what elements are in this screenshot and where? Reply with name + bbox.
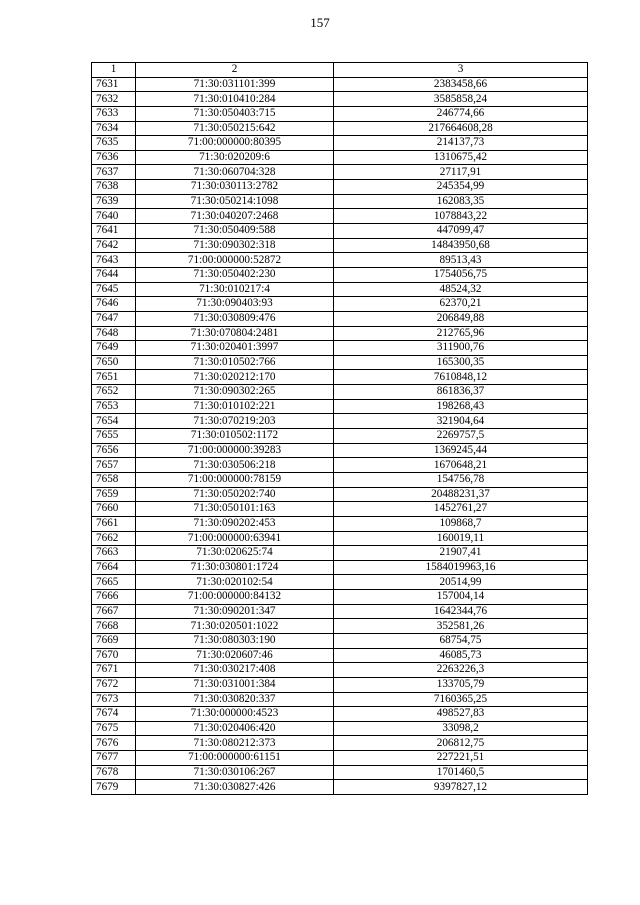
- column-header-3: 3: [334, 63, 588, 78]
- value-cell: 1670648,21: [334, 458, 588, 473]
- cadastral-number-cell: 71:30:090201:347: [136, 604, 334, 619]
- row-number-cell: 7658: [92, 472, 136, 487]
- cadastral-number-cell: 71:30:090302:265: [136, 385, 334, 400]
- cadastral-number-cell: 71:30:050402:230: [136, 267, 334, 282]
- value-cell: 1754056,75: [334, 267, 588, 282]
- table-row: [92, 633, 588, 648]
- value-cell: 7160365,25: [334, 692, 588, 707]
- row-number-cell: 7638: [92, 180, 136, 195]
- row-number-cell: 7659: [92, 487, 136, 502]
- cadastral-number-cell: 71:30:090403:93: [136, 297, 334, 312]
- table-row: [92, 707, 588, 722]
- table-row: [92, 531, 588, 546]
- table-row: [92, 429, 588, 444]
- row-number-cell: 7640: [92, 209, 136, 224]
- table-row: [92, 311, 588, 326]
- cadastral-number-cell: 71:00:000000:80395: [136, 136, 334, 151]
- row-number-cell: 7632: [92, 92, 136, 107]
- value-cell: 217664608,28: [334, 121, 588, 136]
- cadastral-number-cell: 71:30:030506:218: [136, 458, 334, 473]
- table-row: [92, 560, 588, 575]
- cadastral-number-cell: 71:00:000000:84132: [136, 590, 334, 605]
- row-number-cell: 7642: [92, 238, 136, 253]
- value-cell: 20514,99: [334, 575, 588, 590]
- cadastral-number-cell: 71:30:020406:420: [136, 721, 334, 736]
- value-cell: 1642344,76: [334, 604, 588, 619]
- row-number-cell: 7635: [92, 136, 136, 151]
- table-row: [92, 487, 588, 502]
- value-cell: 447099,47: [334, 224, 588, 239]
- column-header-2: 2: [136, 63, 334, 78]
- row-number-cell: 7664: [92, 560, 136, 575]
- cadastral-number-cell: 71:30:030820:337: [136, 692, 334, 707]
- table-row: [92, 575, 588, 590]
- value-cell: 154756,78: [334, 472, 588, 487]
- cadastral-number-cell: 71:00:000000:52872: [136, 253, 334, 268]
- cadastral-number-cell: 71:30:000000:4523: [136, 707, 334, 722]
- row-number-cell: 7654: [92, 414, 136, 429]
- value-cell: 1310675,42: [334, 150, 588, 165]
- value-cell: 157004,14: [334, 590, 588, 605]
- value-cell: 212765,96: [334, 326, 588, 341]
- table-row: [92, 458, 588, 473]
- row-number-cell: 7677: [92, 751, 136, 766]
- cadastral-number-cell: 71:30:070219:203: [136, 414, 334, 429]
- row-number-cell: 7649: [92, 341, 136, 356]
- table-row: [92, 751, 588, 766]
- value-cell: 246774,66: [334, 106, 588, 121]
- table-row: [92, 619, 588, 634]
- table-row: [92, 546, 588, 561]
- table-row: [92, 370, 588, 385]
- table-row: [92, 297, 588, 312]
- cadastral-number-cell: 71:30:050101:163: [136, 502, 334, 517]
- cadastral-number-cell: 71:30:031101:399: [136, 77, 334, 92]
- table-row: [92, 267, 588, 282]
- cadastral-number-cell: 71:30:080212:373: [136, 736, 334, 751]
- cadastral-number-cell: 71:30:080303:190: [136, 633, 334, 648]
- row-number-cell: 7644: [92, 267, 136, 282]
- table-row: [92, 77, 588, 92]
- value-cell: 62370,21: [334, 297, 588, 312]
- row-number-cell: 7652: [92, 385, 136, 400]
- table-row: [92, 736, 588, 751]
- value-cell: 46085,73: [334, 648, 588, 663]
- cadastral-number-cell: 71:30:050214:1098: [136, 194, 334, 209]
- row-number-cell: 7651: [92, 370, 136, 385]
- cadastral-number-cell: 71:30:020212:170: [136, 370, 334, 385]
- value-cell: 245354,99: [334, 180, 588, 195]
- row-number-cell: 7678: [92, 765, 136, 780]
- row-number-cell: 7634: [92, 121, 136, 136]
- value-cell: 321904,64: [334, 414, 588, 429]
- value-cell: 21907,41: [334, 546, 588, 561]
- table-row: [92, 385, 588, 400]
- row-number-cell: 7674: [92, 707, 136, 722]
- table-row: [92, 780, 588, 795]
- cadastral-number-cell: 71:30:030809:476: [136, 311, 334, 326]
- cadastral-number-cell: 71:30:040207:2468: [136, 209, 334, 224]
- cadastral-number-cell: 71:30:030801:1724: [136, 560, 334, 575]
- table-row: [92, 663, 588, 678]
- row-number-cell: 7645: [92, 282, 136, 297]
- row-number-cell: 7643: [92, 253, 136, 268]
- row-number-cell: 7676: [92, 736, 136, 751]
- value-cell: 14843950,68: [334, 238, 588, 253]
- table-row: [92, 326, 588, 341]
- table-row: [92, 721, 588, 736]
- table-row: [92, 194, 588, 209]
- cadastral-number-cell: 71:30:050403:715: [136, 106, 334, 121]
- table-row: [92, 341, 588, 356]
- value-cell: 1452761,27: [334, 502, 588, 517]
- row-number-cell: 7662: [92, 531, 136, 546]
- table-row: [92, 516, 588, 531]
- value-cell: 160019,11: [334, 531, 588, 546]
- table-row: [92, 765, 588, 780]
- value-cell: 48524,32: [334, 282, 588, 297]
- cadastral-number-cell: 71:30:030113:2782: [136, 180, 334, 195]
- row-number-cell: 7672: [92, 677, 136, 692]
- row-number-cell: 7646: [92, 297, 136, 312]
- cadastral-number-cell: 71:00:000000:63941: [136, 531, 334, 546]
- row-number-cell: 7675: [92, 721, 136, 736]
- cadastral-number-cell: 71:30:060704:328: [136, 165, 334, 180]
- table-row: [92, 253, 588, 268]
- cadastral-number-cell: 71:30:020501:1022: [136, 619, 334, 634]
- value-cell: 89513,43: [334, 253, 588, 268]
- cadastral-number-cell: 71:30:090302:318: [136, 238, 334, 253]
- value-cell: 311900,76: [334, 341, 588, 356]
- row-number-cell: 7650: [92, 355, 136, 370]
- cadastral-number-cell: 71:30:010410:284: [136, 92, 334, 107]
- cadastral-number-cell: 71:30:020401:3997: [136, 341, 334, 356]
- table-row: [92, 443, 588, 458]
- table-row: [92, 224, 588, 239]
- row-number-cell: 7679: [92, 780, 136, 795]
- row-number-cell: 7656: [92, 443, 136, 458]
- value-cell: 1701460,5: [334, 765, 588, 780]
- value-cell: 1078843,22: [334, 209, 588, 224]
- value-cell: 214137,73: [334, 136, 588, 151]
- table-row: [92, 150, 588, 165]
- table-row: [92, 414, 588, 429]
- value-cell: 352581,26: [334, 619, 588, 634]
- row-number-cell: 7657: [92, 458, 136, 473]
- row-number-cell: 7669: [92, 633, 136, 648]
- value-cell: 165300,35: [334, 355, 588, 370]
- cadastral-number-cell: 71:30:050202:740: [136, 487, 334, 502]
- table-row: [92, 282, 588, 297]
- cadastral-number-cell: 71:30:010217:4: [136, 282, 334, 297]
- row-number-cell: 7666: [92, 590, 136, 605]
- value-cell: 198268,43: [334, 399, 588, 414]
- value-cell: 9397827,12: [334, 780, 588, 795]
- value-cell: 162083,35: [334, 194, 588, 209]
- cadastral-number-cell: 71:30:020209:6: [136, 150, 334, 165]
- value-cell: 33098,2: [334, 721, 588, 736]
- table-row: [92, 502, 588, 517]
- table-row: [92, 165, 588, 180]
- cadastral-number-cell: 71:30:030827:426: [136, 780, 334, 795]
- value-cell: 1369245,44: [334, 443, 588, 458]
- cadastral-number-cell: 71:30:030217:408: [136, 663, 334, 678]
- value-cell: 2269757,5: [334, 429, 588, 444]
- row-number-cell: 7660: [92, 502, 136, 517]
- value-cell: 861836,37: [334, 385, 588, 400]
- row-number-cell: 7639: [92, 194, 136, 209]
- table-body: [92, 77, 588, 794]
- table-row: [92, 92, 588, 107]
- cadastral-number-cell: 71:30:050215:642: [136, 121, 334, 136]
- table-row: [92, 121, 588, 136]
- cadastral-number-cell: 71:30:020607:46: [136, 648, 334, 663]
- row-number-cell: 7631: [92, 77, 136, 92]
- cadastral-number-cell: 71:00:000000:78159: [136, 472, 334, 487]
- cadastral-number-cell: 71:30:031001:384: [136, 677, 334, 692]
- value-cell: 7610848,12: [334, 370, 588, 385]
- cadastral-number-cell: 71:30:030106:267: [136, 765, 334, 780]
- column-header-1: 1: [92, 63, 136, 78]
- page-number: 157: [310, 15, 330, 30]
- table-row: [92, 355, 588, 370]
- row-number-cell: 7648: [92, 326, 136, 341]
- value-cell: 27117,91: [334, 165, 588, 180]
- row-number-cell: 7647: [92, 311, 136, 326]
- table-row: [92, 604, 588, 619]
- data-table: [91, 62, 588, 795]
- cadastral-number-cell: 71:30:090202:453: [136, 516, 334, 531]
- value-cell: 3585858,24: [334, 92, 588, 107]
- cadastral-number-cell: 71:00:000000:39283: [136, 443, 334, 458]
- table-row: [92, 180, 588, 195]
- row-number-cell: 7641: [92, 224, 136, 239]
- row-number-cell: 7667: [92, 604, 136, 619]
- table-row: [92, 692, 588, 707]
- cadastral-number-cell: 71:30:010502:766: [136, 355, 334, 370]
- cadastral-number-cell: 71:30:070804:2481: [136, 326, 334, 341]
- row-number-cell: 7665: [92, 575, 136, 590]
- row-number-cell: 7636: [92, 150, 136, 165]
- table-row: [92, 136, 588, 151]
- cadastral-number-cell: 71:30:020625:74: [136, 546, 334, 561]
- table-row: [92, 677, 588, 692]
- row-number-cell: 7670: [92, 648, 136, 663]
- value-cell: 206849,88: [334, 311, 588, 326]
- table-row: [92, 209, 588, 224]
- value-cell: 20488231,37: [334, 487, 588, 502]
- value-cell: 498527,83: [334, 707, 588, 722]
- value-cell: 133705,79: [334, 677, 588, 692]
- value-cell: 2263226,3: [334, 663, 588, 678]
- cadastral-number-cell: 71:00:000000:61151: [136, 751, 334, 766]
- row-number-cell: 7663: [92, 546, 136, 561]
- table-row: [92, 399, 588, 414]
- value-cell: 227221,51: [334, 751, 588, 766]
- cadastral-number-cell: 71:30:010102:221: [136, 399, 334, 414]
- row-number-cell: 7633: [92, 106, 136, 121]
- cadastral-number-cell: 71:30:050409:588: [136, 224, 334, 239]
- row-number-cell: 7671: [92, 663, 136, 678]
- table-header-row: [92, 63, 588, 78]
- value-cell: 1584019963,16: [334, 560, 588, 575]
- table-row: [92, 106, 588, 121]
- row-number-cell: 7655: [92, 429, 136, 444]
- table-row: [92, 238, 588, 253]
- row-number-cell: 7668: [92, 619, 136, 634]
- table-row: [92, 590, 588, 605]
- cadastral-number-cell: 71:30:010502:1172: [136, 429, 334, 444]
- value-cell: 206812,75: [334, 736, 588, 751]
- value-cell: 109868,7: [334, 516, 588, 531]
- table-row: [92, 472, 588, 487]
- row-number-cell: 7637: [92, 165, 136, 180]
- row-number-cell: 7673: [92, 692, 136, 707]
- table-row: [92, 648, 588, 663]
- value-cell: 68754,75: [334, 633, 588, 648]
- cadastral-number-cell: 71:30:020102:54: [136, 575, 334, 590]
- value-cell: 2383458,66: [334, 77, 588, 92]
- row-number-cell: 7653: [92, 399, 136, 414]
- row-number-cell: 7661: [92, 516, 136, 531]
